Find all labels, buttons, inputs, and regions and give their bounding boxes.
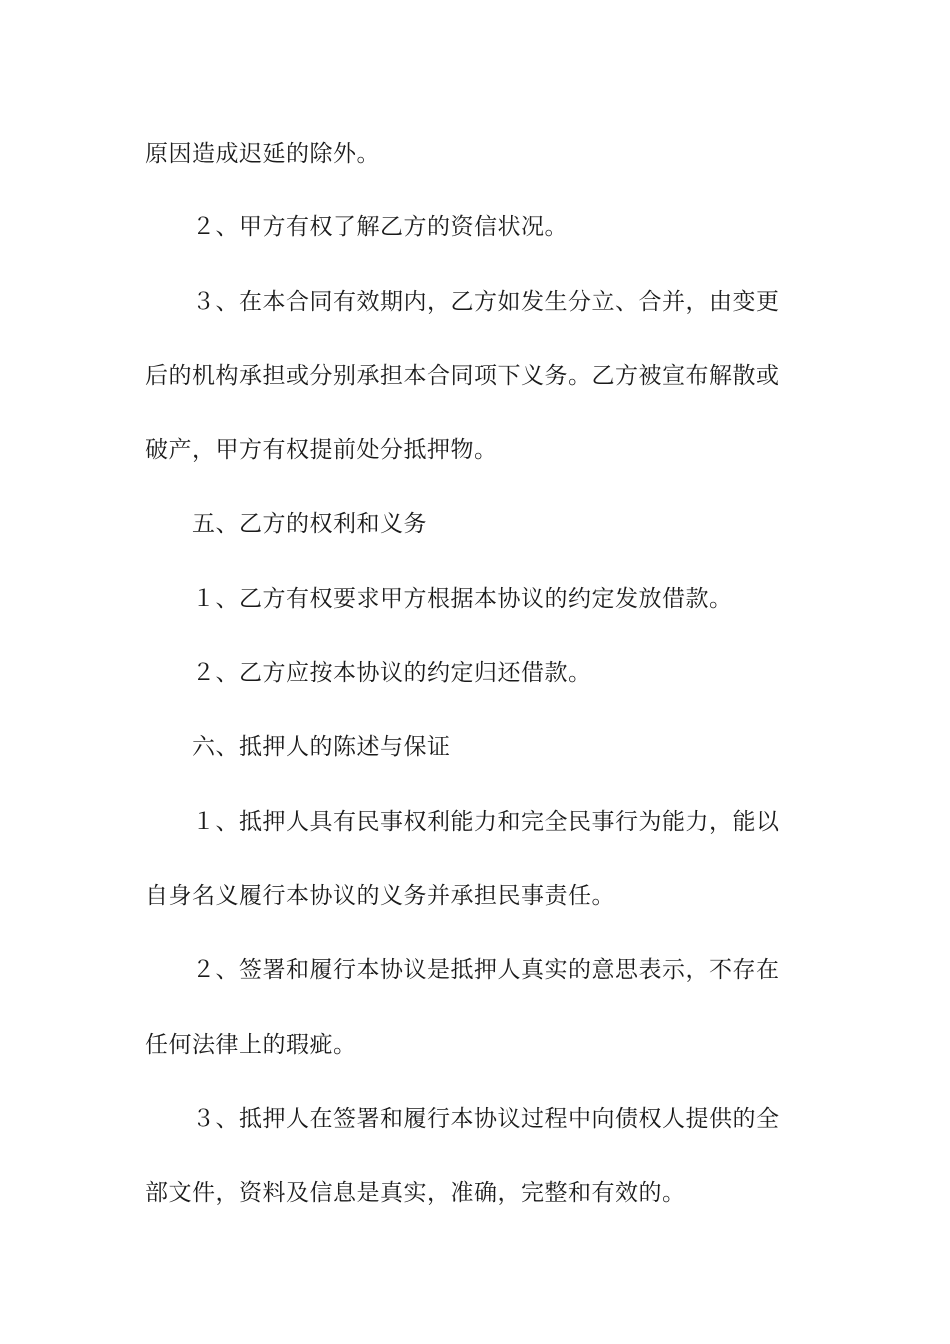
paragraph-line: ２、签署和履行本协议是抵押人真实的意思表示，不存在 [192,957,780,983]
paragraph-line: 破产，甲方有权提前处分抵押物。 [145,437,498,463]
paragraph-line: １、抵押人具有民事权利能力和完全民事行为能力，能以 [192,809,780,835]
paragraph-line: 自身名义履行本协议的义务并承担民事责任。 [145,883,615,909]
paragraph-line: 后的机构承担或分别承担本合同项下义务。乙方被宣布解散或 [145,363,780,389]
paragraph-line: 任何法律上的瑕疵。 [145,1032,357,1058]
paragraph-line: 原因造成迟延的除外。 [145,141,380,167]
paragraph-line: １、乙方有权要求甲方根据本协议的约定发放借款。 [192,586,733,612]
section-heading: 六、抵押人的陈述与保证 [192,734,451,760]
paragraph-line: ２、甲方有权了解乙方的资信状况。 [192,214,568,240]
paragraph-line: 部文件，资料及信息是真实，准确，完整和有效的。 [145,1180,686,1206]
paragraph-line: ３、抵押人在签署和履行本协议过程中向债权人提供的全 [192,1106,780,1132]
paragraph-line: ２、乙方应按本协议的约定归还借款。 [192,660,592,686]
paragraph-line: ３、在本合同有效期内，乙方如发生分立、合并，由变更 [192,289,780,315]
section-heading: 五、乙方的权利和义务 [192,511,427,537]
